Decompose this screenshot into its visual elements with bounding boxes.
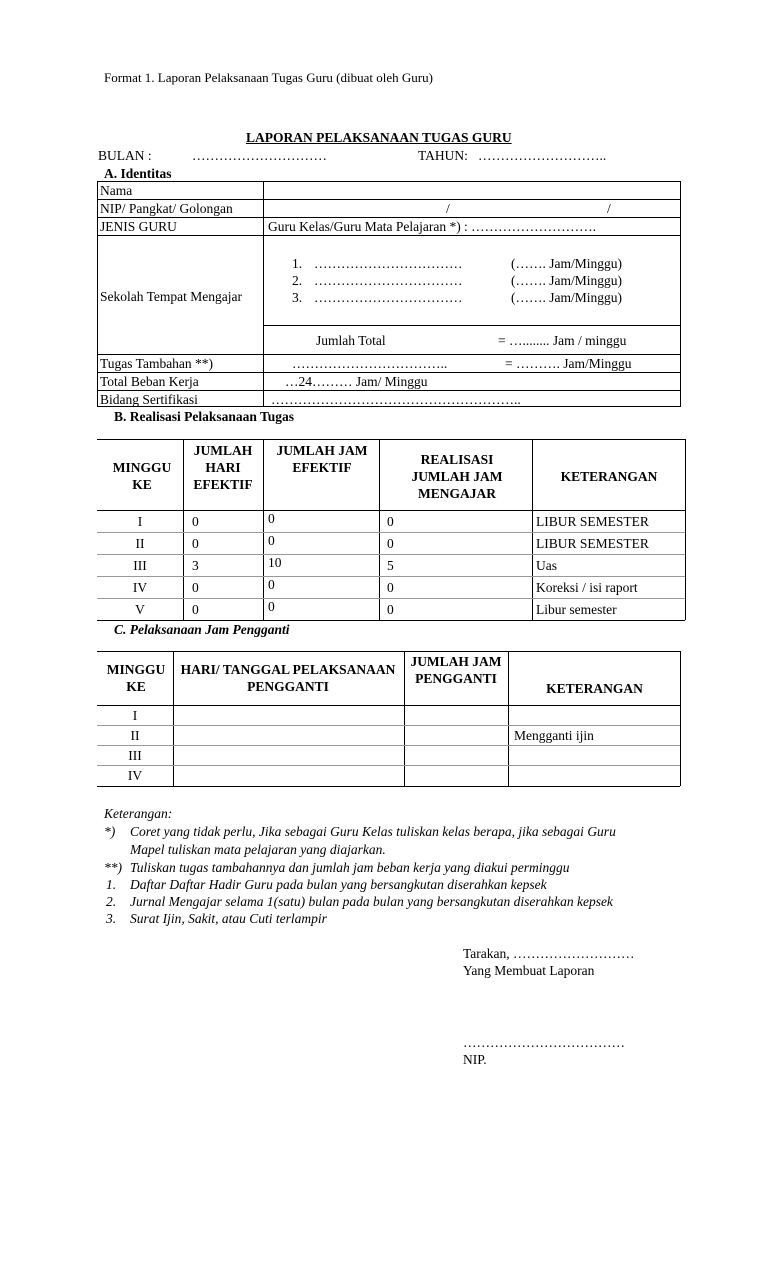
- hari-tanggal-cell[interactable]: [178, 748, 400, 763]
- note-mark: *): [104, 824, 116, 839]
- jumlah-jam-cell[interactable]: [408, 708, 504, 723]
- keterangan-cell[interactable]: Uas: [536, 558, 557, 573]
- note-mark: 1.: [106, 877, 117, 892]
- keterangan-cell[interactable]: LIBUR SEMESTER: [536, 514, 649, 529]
- hari-tanggal-cell[interactable]: [178, 708, 400, 723]
- table-border: [97, 439, 685, 440]
- section-b-heading: B. Realisasi Pelaksanaan Tugas: [114, 409, 295, 424]
- row-divider: [97, 725, 680, 726]
- realisasi-cell[interactable]: 0: [387, 580, 394, 595]
- tugas-tambahan-label: Tugas Tambahan **): [100, 356, 214, 371]
- hari-efektif-cell[interactable]: 0: [192, 602, 199, 617]
- jumlah-jam-cell[interactable]: [408, 768, 504, 783]
- jumlah-jam-cell[interactable]: [408, 728, 504, 743]
- hari-efektif-cell[interactable]: 3: [192, 558, 199, 573]
- minggu-cell: V: [135, 602, 145, 617]
- row-divider: [97, 372, 681, 373]
- jumlah-total-label: Jumlah Total: [316, 333, 386, 348]
- signature-name-line[interactable]: ………………………………: [463, 1035, 625, 1050]
- sekolah-item-num: 1.: [292, 256, 303, 271]
- keterangan-cell[interactable]: LIBUR SEMESTER: [536, 536, 649, 551]
- keterangan-cell[interactable]: Koreksi / isi raport: [536, 580, 638, 595]
- col-divider: [263, 439, 264, 620]
- keterangan-cell[interactable]: [514, 708, 676, 723]
- minggu-cell: I: [137, 514, 143, 529]
- note-mark: 2.: [106, 894, 117, 909]
- row-divider: [97, 235, 681, 236]
- header-keterangan: KETERANGAN: [560, 469, 658, 484]
- keterangan-cell[interactable]: Libur semester: [536, 602, 617, 617]
- total-beban-field[interactable]: …24……… Jam/ Minggu: [285, 374, 428, 389]
- minggu-cell: II: [135, 536, 145, 551]
- table-border: [685, 439, 686, 620]
- header-jumlah-jam-pengganti: JUMLAH JAM PENGGANTI: [410, 654, 502, 686]
- bidang-sertifikasi-label: Bidang Sertifikasi: [100, 392, 198, 407]
- row-divider: [263, 325, 681, 326]
- row-divider: [97, 354, 681, 355]
- hari-tanggal-cell[interactable]: [178, 728, 400, 743]
- jenis-guru-label: JENIS GURU: [100, 219, 177, 234]
- table-border: [97, 786, 680, 787]
- row-divider: [97, 745, 680, 746]
- col-divider: [379, 439, 380, 620]
- bulan-field[interactable]: …………………………: [192, 148, 327, 163]
- header-realisasi: REALISASI JUMLAH JAM MENGAJAR: [411, 452, 503, 501]
- col-divider: [532, 439, 533, 620]
- row-divider: [97, 576, 685, 577]
- jam-efektif-cell[interactable]: 0: [268, 511, 275, 526]
- row-divider: [97, 199, 681, 200]
- note-mark: 3.: [106, 911, 117, 926]
- row-divider: [97, 554, 685, 555]
- page-title: LAPORAN PELAKSANAAN TUGAS GURU: [246, 130, 512, 145]
- nama-label: Nama: [100, 183, 133, 198]
- table-border: [680, 651, 681, 786]
- bidang-sertifikasi-field[interactable]: ………………………………………………..: [271, 392, 521, 407]
- table-border: [97, 651, 680, 652]
- minggu-cell: III: [133, 558, 147, 573]
- row-divider: [97, 390, 681, 391]
- total-beban-label: Total Beban Kerja: [100, 374, 199, 389]
- keterangan-cell[interactable]: Mengganti ijin: [514, 728, 594, 743]
- signature-place[interactable]: Tarakan, ………………………: [463, 946, 635, 961]
- row-divider: [97, 217, 681, 218]
- identitas-col-divider: [263, 181, 264, 407]
- sekolah-item-field[interactable]: ……………………………: [314, 290, 463, 305]
- jam-efektif-cell[interactable]: 0: [268, 599, 275, 614]
- nama-field[interactable]: [266, 183, 678, 198]
- note-text: Mapel tuliskan mata pelajaran yang diajarkan.: [130, 842, 386, 857]
- row-divider: [97, 765, 680, 766]
- sekolah-item-num: 3.: [292, 290, 303, 305]
- bulan-label: BULAN :: [98, 148, 152, 163]
- hari-efektif-cell[interactable]: 0: [192, 536, 199, 551]
- sekolah-item-jam[interactable]: (……. Jam/Minggu): [511, 256, 622, 271]
- nip-separator: /: [446, 201, 450, 216]
- table-border: [97, 510, 685, 511]
- header-keterangan: KETERANGAN: [546, 681, 643, 696]
- format-line: Format 1. Laporan Pelaksanaan Tugas Guru (dibuat oleh Guru): [104, 70, 433, 85]
- header-jumlah-hari-efektif: JUMLAH HARI EFEKTIF: [193, 443, 253, 492]
- minggu-cell: II: [130, 728, 140, 743]
- tugas-tambahan-jam[interactable]: = ………. Jam/Minggu: [505, 356, 632, 371]
- note-text: Coret yang tidak perlu, Jika sebagai Guru Kelas tuliskan kelas berapa, jika sebagai Guru: [130, 824, 616, 839]
- signature-role: Yang Membuat Laporan: [463, 963, 595, 978]
- sekolah-item-field[interactable]: ……………………………: [314, 256, 463, 271]
- note-mark: **): [104, 860, 122, 875]
- note-text: Tuliskan tugas tambahannya dan jumlah jam beban kerja yang diakui perminggu: [130, 860, 570, 875]
- table-border: [97, 620, 685, 621]
- jam-efektif-cell[interactable]: 0: [268, 533, 275, 548]
- keterangan-cell[interactable]: [514, 768, 676, 783]
- table-border: [97, 705, 680, 706]
- minggu-cell: IV: [127, 768, 143, 783]
- realisasi-cell[interactable]: 0: [387, 602, 394, 617]
- hari-efektif-cell[interactable]: 0: [192, 580, 199, 595]
- jumlah-jam-cell[interactable]: [408, 748, 504, 763]
- signature-nip: NIP.: [463, 1052, 487, 1067]
- realisasi-cell[interactable]: 5: [387, 558, 394, 573]
- realisasi-cell[interactable]: 0: [387, 536, 394, 551]
- tugas-tambahan-field[interactable]: ……………………………..: [292, 356, 448, 371]
- realisasi-cell[interactable]: 0: [387, 514, 394, 529]
- jam-efektif-cell[interactable]: 10: [268, 555, 282, 570]
- note-text: Surat Ijin, Sakit, atau Cuti terlampir: [130, 911, 327, 926]
- col-divider: [183, 439, 184, 620]
- tahun-field[interactable]: ………………………..: [478, 148, 607, 163]
- header-hari-tanggal: HARI/ TANGGAL PELAKSANAAN PENGGANTI: [180, 662, 396, 694]
- jumlah-total-field[interactable]: = …........ Jam / minggu: [498, 333, 627, 348]
- row-divider: [97, 598, 685, 599]
- section-a-heading: A. Identitas: [104, 166, 172, 181]
- minggu-cell: IV: [132, 580, 148, 595]
- sekolah-item-field[interactable]: ……………………………: [314, 273, 463, 288]
- note-text: Daftar Daftar Hadir Guru pada bulan yang bersangkutan diserahkan kepsek: [130, 877, 547, 892]
- header-minggu-ke: MINGGU KE: [112, 460, 172, 492]
- minggu-cell: III: [128, 748, 142, 763]
- sekolah-item-jam[interactable]: (……. Jam/Minggu): [511, 290, 622, 305]
- nip-field[interactable]: [266, 201, 678, 216]
- hari-tanggal-cell[interactable]: [178, 768, 400, 783]
- jam-efektif-cell[interactable]: 0: [268, 577, 275, 592]
- keterangan-cell[interactable]: [514, 748, 676, 763]
- notes-heading: Keterangan:: [104, 806, 173, 821]
- nip-label: NIP/ Pangkat/ Golongan: [100, 201, 233, 216]
- header-jumlah-jam-efektif: JUMLAH JAM EFEKTIF: [276, 443, 368, 475]
- sekolah-label: Sekolah Tempat Mengajar: [100, 289, 243, 304]
- sekolah-item-jam[interactable]: (……. Jam/Minggu): [511, 273, 622, 288]
- tahun-label: TAHUN:: [418, 148, 468, 163]
- row-divider: [97, 532, 685, 533]
- hari-efektif-cell[interactable]: 0: [192, 514, 199, 529]
- minggu-cell: I: [132, 708, 138, 723]
- section-c-heading: C. Pelaksanaan Jam Pengganti: [114, 622, 290, 637]
- note-text: Jurnal Mengajar selama 1(satu) bulan pada bulan yang bersangkutan diserahkan kepsek: [130, 894, 613, 909]
- sekolah-item-num: 2.: [292, 273, 303, 288]
- jenis-guru-field[interactable]: Guru Kelas/Guru Mata Pelajaran *) : ……………………….: [268, 219, 597, 234]
- nip-separator: /: [607, 201, 611, 216]
- header-minggu-ke: MINGGU KE: [106, 662, 166, 694]
